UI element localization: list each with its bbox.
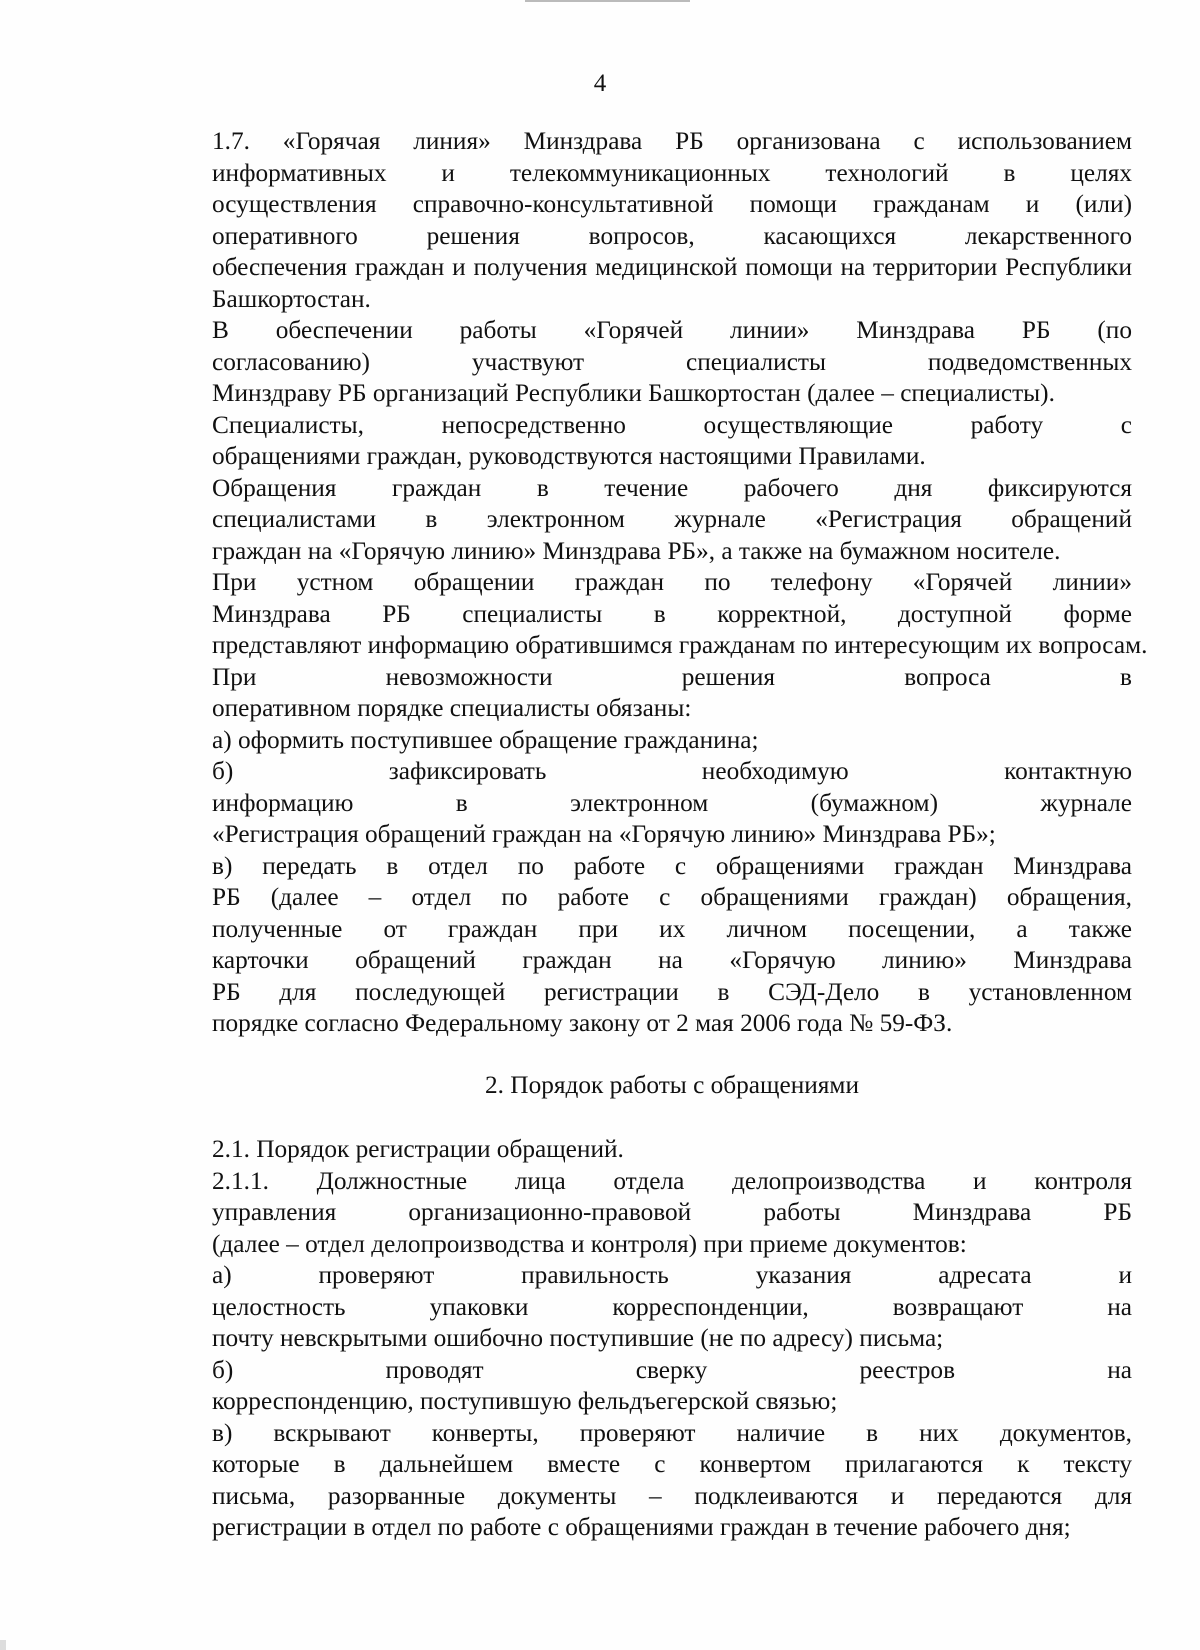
text-line: Специалисты, непосредственно осуществляющие работу с	[212, 410, 1132, 439]
text-line: порядке согласно Федеральному закону от 2 мая 2006 года № 59-ФЗ.	[212, 1009, 953, 1037]
list-item-b	[140, 756, 1132, 851]
text-line: в) вскрывают конверты, проверяют наличие в них документов,	[212, 1418, 1132, 1447]
text-line: корреспонденцию, поступившую фельдъегерской связью;	[212, 1387, 838, 1415]
text-line: В обеспечении работы «Горячей линии» Минздрава РБ (по	[212, 316, 1132, 344]
text-line: РБ для последующей регистрации в СЭД-Дело в установленном	[212, 977, 1132, 1006]
text-line: карточки обращений граждан на «Горячую линию» Минздрава	[212, 946, 1132, 974]
document-body	[140, 126, 1148, 1544]
list-item-a-check	[140, 1260, 1132, 1355]
text-line: специалистами в электронном журнале «Регистрация обращений	[212, 505, 1132, 533]
text-line: РБ (далее – отдел по работе с обращениями граждан) обращения,	[212, 883, 1132, 911]
text-line: Минздрава РБ специалисты в корректной, доступной форме	[212, 599, 1132, 628]
paragraph-1-7	[140, 126, 1132, 315]
text-line: оперативного решения вопросов, касающихся лекарственного	[212, 221, 1132, 250]
text-line: Башкортостан.	[212, 284, 371, 313]
text-line: информативных и телекоммуникационных технологий в целях	[212, 158, 1132, 187]
text-line: б) зафиксировать необходимую контактную	[212, 757, 1132, 785]
text-line: обеспечения граждан и получения медицинской помощи на территории Республики	[212, 253, 1132, 281]
text-line: При невозможности решения вопроса в	[212, 662, 1132, 691]
text-line: 2.1.1. Должностные лица отдела делопроизводства и контроля	[212, 1166, 1132, 1195]
text-line: оперативном порядке специалисты обязаны:	[212, 694, 692, 722]
list-item-v	[140, 851, 1132, 1040]
text-line: а) оформить поступившее обращение гражданина;	[212, 725, 759, 754]
text-line: 1.7. «Горячая линия» Минздрава РБ организована с использованием	[212, 127, 1132, 155]
paragraph-oral-requests	[140, 567, 1148, 662]
list-item-a	[140, 725, 1132, 757]
text-line: Минздраву РБ организаций Республики Башкортостан (далее – специалисты).	[212, 379, 1055, 407]
text-line: «Регистрация обращений граждан на «Горячую линию» Минздрава РБ»;	[212, 820, 996, 848]
text-line: При устном обращении граждан по телефону «Горячей линии»	[212, 568, 1132, 596]
text-line: представляют информацию обратившимся гражданам по интересующим их вопросам.	[212, 631, 1148, 659]
text-line: Обращения граждан в течение рабочего дня фиксируются	[212, 473, 1132, 502]
text-line: управления организационно-правовой работы Минздрава РБ	[212, 1198, 1132, 1226]
list-item-b-registry	[140, 1355, 1132, 1418]
paragraph-hotline-staff	[140, 315, 1132, 410]
page-number: 4	[593, 70, 607, 97]
text-line: которые в дальнейшем вместе с конвертом прилагаются к тексту	[212, 1450, 1132, 1478]
text-line: регистрации в отдел по работе с обращениями граждан в течение рабочего дня;	[212, 1513, 1071, 1541]
text-line: целостность упаковки корреспонденции, возвращают на	[212, 1292, 1132, 1321]
paragraph-registration-journal	[140, 473, 1132, 568]
text-line: а) проверяют правильность указания адресата и	[212, 1261, 1132, 1289]
paragraph-specialists-rules	[140, 410, 1132, 473]
text-line: согласованию) участвуют специалисты подведомственных	[212, 347, 1132, 376]
text-line: в) передать в отдел по работе с обращениями граждан Минздрава	[212, 851, 1132, 880]
text-line: почту невскрытыми ошибочно поступившие (не по адресу) письма;	[212, 1324, 944, 1352]
list-item-v-envelopes	[140, 1418, 1132, 1544]
text-line: информацию в электронном (бумажном) журнале	[212, 788, 1132, 817]
text-line: 2. Порядок работы с обращениями	[485, 1070, 859, 1099]
text-line: письма, разорванные документы – подклеиваются и передаются для	[212, 1481, 1132, 1510]
paragraph-obligations	[140, 662, 1132, 725]
section-heading	[140, 1070, 1132, 1102]
paragraph-2-1	[140, 1134, 1132, 1166]
scan-edge-mark	[525, 0, 690, 2]
text-line: обращениями граждан, руководствуются настоящими Правилами.	[212, 442, 926, 470]
paragraph-2-1-1	[140, 1166, 1132, 1261]
scan-corner-mark	[0, 1640, 6, 1650]
text-line: полученные от граждан при их личном посещении, а также	[212, 914, 1132, 943]
text-line: (далее – отдел делопроизводства и контроля) при приеме документов:	[212, 1229, 967, 1258]
text-line: осуществления справочно-консультативной помощи гражданам и (или)	[212, 190, 1132, 218]
text-line: 2.1. Порядок регистрации обращений.	[212, 1135, 624, 1163]
text-line: б) проводят сверку реестров на	[212, 1355, 1132, 1384]
text-line: граждан на «Горячую линию» Минздрава РБ», а также на бумажном носителе.	[212, 536, 1061, 565]
